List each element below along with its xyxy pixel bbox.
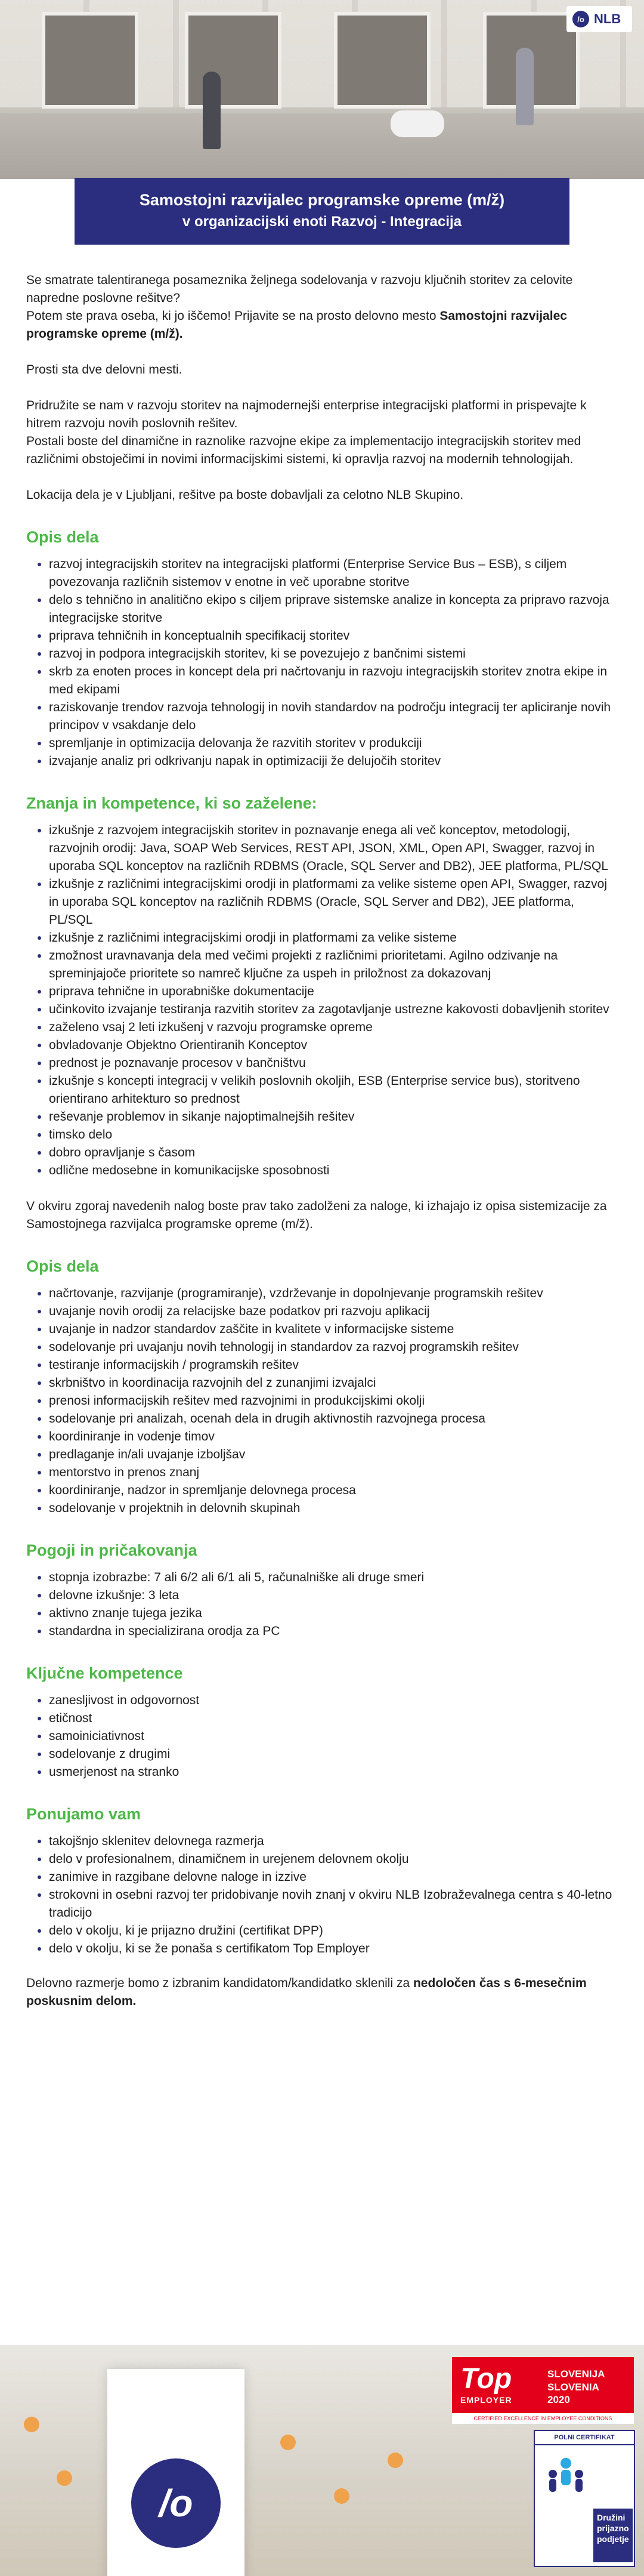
team-line-2: Postali boste del dinamične in raznolike razvojne ekipe za implementacijo integracijskih storitev med različnimi obstoječimi in novimi informacijskimi sistemi, ki opravlja razvoj na modernih tehnologijah. <box>26 434 581 466</box>
list-item: • zmožnost uravnavanja dela med večimi projekti z različnimi prioritetami. Agilno odzivanje na spreminjajoče prioritete so namreč ključne za uspeh in priložnost za dokazovanj <box>49 947 618 983</box>
list-item: • uvajanje in nadzor standardov zaščite in kvalitete v informacijske sisteme <box>49 1321 618 1338</box>
intro-call: Potem ste prava oseba, ki jo iščemo! Prijavite se na prosto delovno mesto <box>26 309 440 323</box>
building-window <box>334 12 431 109</box>
closing-paragraph <box>26 1975 618 2010</box>
list-item: • koordiniranje, nadzor in spremljanje delovnega procesa <box>49 1482 618 1500</box>
family-friendly-badge <box>534 2430 635 2567</box>
family-cert-head: POLNI CERTIFIKAT <box>535 2431 634 2445</box>
list-item: • uvajanje novih orodij za relacijske baze podatkov pri razvoju aplikacij <box>49 1303 618 1321</box>
list-item: • priprava tehnične in uporabniške dokumentacije <box>49 983 618 1001</box>
bullet-list <box>26 1832 618 1958</box>
list-item: • mentorstvo in prenos znanj <box>49 1464 618 1482</box>
list-item: • zaželeno vsaj 2 leti izkušenj v razvoju programske opreme <box>49 1019 618 1036</box>
section-heading: Ponujamo vam <box>26 1805 141 1823</box>
list-item: • standardna in specializirana orodja za PC <box>49 1622 618 1640</box>
list-item: • etičnost <box>49 1710 618 1727</box>
pedestrian-figure <box>516 48 534 125</box>
closing-terms: nedoločen čas s 6-mesečnim poskusnim delom. <box>26 1976 587 2008</box>
team-line-1: Pridružite se nam v razvoju storitev na najmodernejši enterprise integracijski platformi in prispevajte k hitrem razvoju novih poslovnih rešitev. <box>26 399 587 430</box>
list-item: • izvajanje analiz pri odkrivanju napak in optimizaciji že delujočih storitev <box>49 752 618 770</box>
family-icon <box>542 2454 590 2501</box>
location-paragraph: Lokacija dela je v Ljubljani, rešitve pa boste dobavljali za celotno NLB Skupino. <box>26 488 464 502</box>
list-item: • reševanje problemov in sikanje najoptimalnejših rešitev <box>49 1108 618 1126</box>
team-paragraph <box>26 397 618 468</box>
bullet-list <box>26 556 618 770</box>
section-heading: Ključne kompetence <box>26 1664 183 1682</box>
list-item: • delovne izkušnje: 3 leta <box>49 1587 618 1605</box>
bridge-paragraph: V okviru zgoraj navedenih nalog boste prav tako zadolženi za naloge, ki izhajajo iz opisa sistemizacije za Samostojnega razvijalca programske opreme (m/ž). <box>26 1199 607 1231</box>
list-item: • delo s tehnično in analitično ekipo s ciljem priprave sistemske analize in koncepta za pripravo razvoja integracijske storitve <box>49 591 618 627</box>
bullet-list <box>26 822 618 1180</box>
list-item: • delo v profesionalnem, dinamičnem in urejenem delovnem okolju <box>49 1850 618 1868</box>
top-employer-badge <box>452 2357 634 2424</box>
closing-text: Delovno razmerje bomo z izbranim kandidatom/kandidatko sklenili za <box>26 1976 413 1990</box>
list-item: • dobro opravljanje s časom <box>49 1144 618 1162</box>
job-title-banner <box>75 178 569 245</box>
nlb-logo-icon: /o <box>572 11 589 27</box>
list-item: • usmerjenost na stranko <box>49 1763 618 1781</box>
list-item: • sodelovanje pri analizah, ocenah dela in drugih aktivnostih razvojnega procesa <box>49 1410 618 1428</box>
list-item: • zanesljivost in odgovornost <box>49 1692 618 1710</box>
section-heading: Opis dela <box>26 528 99 546</box>
intro-paragraph <box>26 272 618 343</box>
building-window <box>42 12 138 109</box>
list-item: • raziskovanje trendov razvoja tehnologij in novih standardov na področju integracij ter apliciranje novih principov v vsakdanje delo <box>49 699 618 735</box>
intro-position: Samostojni razvijalec programske opreme (m/ž). <box>26 309 567 341</box>
list-item: • testiranje informacijskih / programskih rešitev <box>49 1356 618 1374</box>
bullet-list <box>26 1569 618 1640</box>
list-item: • strokovni in osebni razvoj ter pridobivanje novih znanj v okviru NLB Izobraževalnega centra s 40-letno tradicijo <box>49 1886 618 1922</box>
flower-decoration <box>334 2488 349 2504</box>
flower-decoration <box>388 2452 403 2468</box>
logo-text: NLB <box>594 11 621 26</box>
top-text: Top <box>460 2363 512 2395</box>
year-text: 2020 <box>547 2394 570 2405</box>
family-label: Družini prijazno podjetje <box>593 2509 633 2562</box>
list-item: • razvoj integracijskih storitev na integracijski platformi (Enterprise Service Bus – ESB), s ciljem povezovanja različnih sistemov v enotne in več uporabne storitve <box>49 556 618 591</box>
building-window <box>185 12 281 109</box>
flower-decoration <box>24 2417 39 2432</box>
list-item: • stopnja izobrazbe: 7 ali 6/2 ali 6/1 ali 5, računalniške ali druge smeri <box>49 1569 618 1587</box>
list-item: • razvoj in podpora integracijskih storitev, ki se povezujejo z bančnimi sistemi <box>49 645 618 663</box>
bullet-list <box>26 1692 618 1781</box>
job-subtitle: v organizacijski enoti Razvoj - Integracija <box>182 214 462 230</box>
nlb-flag <box>107 2369 244 2576</box>
list-item: • prenosi informacijskih rešitev med razvojnimi in produkcijskimi okolji <box>49 1392 618 1410</box>
nlb-flag-logo-icon: /o <box>131 2458 221 2548</box>
list-item: • izkušnje z razvojem integracijskih storitev in poznavanje enega ali več konceptov, metodologij, razvojnih orodij: Java, SOAP Web Services, REST API, JSON, XML, Open API, Swagger, razvoj in uporaba SQL konceptov na različnih RDBMS (Oracle, SQL Server and DB2), JEE platforma, PL/SQL <box>49 822 618 875</box>
list-item: • zanimive in razgibane delovne naloge in izzive <box>49 1868 618 1886</box>
list-item: • predlaganje in/ali uvajanje izboljšav <box>49 1446 618 1464</box>
list-item: • izkušnje z različnimi integracijskimi orodji in platformami za velike sisteme open API, Swagger, razvoj in uporaba SQL konceptov na različnih RDBMS (Oracle, SQL Server and DB2), JEE platforma, PL/SQL <box>49 875 618 929</box>
list-item: • skrb za enoten proces in koncept dela pri načrtovanju in razvoju integracijskih storitev znotra ekipe in med ekipami <box>49 663 618 699</box>
list-item: • takojšnjo sklenitev delovnega razmerja <box>49 1832 618 1850</box>
intro-question: Se smatrate talentiranega posameznika željnega sodelovanja v razvoju ključnih storitev za celovite napredne poslovne rešitve? <box>26 273 573 305</box>
flower-decoration <box>280 2435 296 2450</box>
list-item: • spremljanje in optimizacija delovanja že razvitih storitev v produkciji <box>49 735 618 752</box>
bullet-list <box>26 1285 618 1517</box>
section-heading: Pogoji in pričakovanja <box>26 1541 197 1559</box>
list-item: • timsko delo <box>49 1126 618 1144</box>
country-text: SLOVENIJA SLOVENIA <box>547 2368 605 2393</box>
list-item: • aktivno znanje tujega jezika <box>49 1605 618 1622</box>
pedestrian-figure <box>203 72 221 149</box>
list-item: • skrbništvo in koordinacija razvojnih del z zunanjimi izvajalci <box>49 1374 618 1392</box>
footer-image <box>0 2345 644 2576</box>
list-item: • sodelovanje z drugimi <box>49 1745 618 1763</box>
list-item: • obvladovanje Objektno Orientiranih Konceptov <box>49 1036 618 1054</box>
section-heading: Opis dela <box>26 1257 99 1275</box>
list-item: • učinkovito izvajanje testiranja razvitih storitev za zagotavljanje ustrezne kakovosti dobavljenih storitev <box>49 1001 618 1019</box>
sidewalk <box>0 113 644 179</box>
list-item: • izkušnje z različnimi integracijskimi orodji in platformami za velike sisteme <box>49 929 618 947</box>
positions-count: Prosti sta dve delovni mesti. <box>26 363 182 377</box>
nlb-logo <box>566 6 632 32</box>
list-item: • prednost je poznavanje procesov v bančništvu <box>49 1054 618 1072</box>
list-item: • načrtovanje, razvijanje (programiranje), vzdrževanje in dopolnjevanje programskih rešitev <box>49 1285 618 1303</box>
dog-figure <box>391 110 444 137</box>
flower-decoration <box>57 2470 72 2486</box>
list-item: • sodelovanje pri uvajanju novih tehnologij in standardov za razvoj programskih rešitev <box>49 1338 618 1356</box>
cert-text: CERTIFIED EXCELLENCE IN EMPLOYEE CONDITIONS <box>452 2413 634 2424</box>
section-heading: Znanja in kompetence, ki so zaželene: <box>26 794 317 812</box>
list-item: • izkušnje s koncepti integracij v velikih poslovnih okoljih, ESB (Enterprise service bus), storitveno orientirano arhitekturo so prednost <box>49 1072 618 1108</box>
list-item: • sodelovanje v projektnih in delovnih skupinah <box>49 1500 618 1517</box>
list-item: • odlične medosebne in komunikacijske sposobnosti <box>49 1162 618 1180</box>
list-item: • priprava tehničnih in konceptualnih specifikacij storitev <box>49 627 618 645</box>
list-item: • koordiniranje in vodenje timov <box>49 1428 618 1446</box>
list-item: • samoiniciativnost <box>49 1727 618 1745</box>
list-item: • delo v okolju, ki se že ponaša s certifikatom Top Employer <box>49 1940 618 1958</box>
hero-image <box>0 0 644 179</box>
list-item: • delo v okolju, ki je prijazno družini (certifikat DPP) <box>49 1922 618 1940</box>
job-title: Samostojni razvijalec programske opreme (m/ž) <box>139 191 505 209</box>
job-description <box>26 272 618 2028</box>
employer-text: EMPLOYER <box>460 2395 512 2405</box>
